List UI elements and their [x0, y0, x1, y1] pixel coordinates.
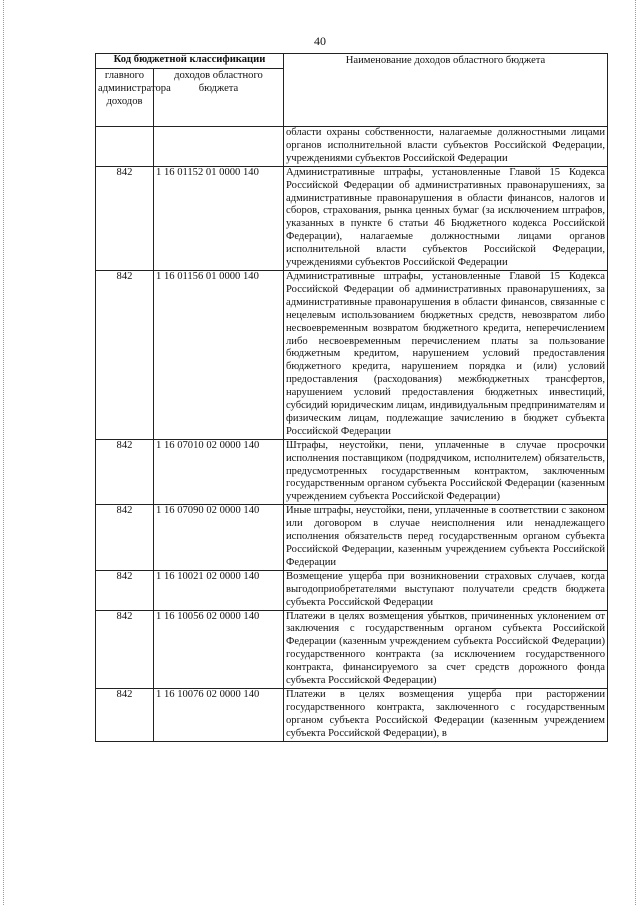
row-revenue-name: Административные штрафы, установленные Главой 15 Кодекса Российской Федерации об административных правонарушениях, за административные правонарушения в области финансов, связанные с нецелевым использованием бюджетных средств, невозвратом либо несвоевременным возвратом бюджетного кредита, неперечислением либо несвоевременным перечислением платы за пользование бюджетным кредитом, нарушением условий предоставления бюджетного кредита, нарушением порядка и (или) условий предоставления (расходования) межбюджетных трансфертов, нарушением условий предоставления бюджетных инвестиций, субсидий юридическим лицам, индивидуальным предпринимателям и физическим лицам, подлежащие зачислению в бюджет субъекта Российской Федерации — [284, 270, 608, 439]
row-admin-code: 842 — [96, 610, 154, 688]
row-admin-code: 842 — [96, 439, 154, 505]
row-revenue-name: Административные штрафы, установленные Главой 15 Кодекса Российской Федерации об административных правонарушениях, за административные правонарушения в области финансов, налогов и сборов, страхования, рынка ценных бумаг (за исключением штрафов, указанных в пункте 6 статьи 46 Бюджетного кодекса Российской Федерации), налагаемые должностными лицами органов исполнительной власти субъектов Российской Федерации, учреждениями субъектов Российской Федерации — [284, 166, 608, 270]
table-row — [96, 127, 608, 167]
row-admin-code: 842 — [96, 270, 154, 439]
row-revenue-code: 1 16 01156 01 0000 140 — [154, 270, 284, 439]
header-chief-administrator: главного администратора доходов — [96, 69, 154, 127]
table-row — [96, 166, 608, 270]
table-row — [96, 688, 608, 741]
table-header-row — [96, 54, 608, 69]
table-row — [96, 505, 608, 571]
table-row — [96, 439, 608, 505]
row-revenue-code: 1 16 10021 02 0000 140 — [154, 570, 284, 610]
row-revenue-name: Платежи в целях возмещения ущерба при расторжении государственного контракта, заключенного с государственным органом субъекта Российской Федерации (казенным учреждением субъекта Российской Федерации), в — [284, 688, 608, 741]
row-admin-code — [96, 127, 154, 167]
header-budget-classification-code: Код бюджетной классификации — [96, 54, 284, 69]
row-revenue-code: 1 16 10076 02 0000 140 — [154, 688, 284, 741]
row-revenue-name: Иные штрафы, неустойки, пени, уплаченные в соответствии с законом или договором в случае неисполнения или ненадлежащего исполнения обязательств перед государственным органом субъекта Российской Федерации, казенным учреждением субъекта Российской Федерации — [284, 505, 608, 571]
table-row — [96, 270, 608, 439]
page-number: 40 — [314, 34, 326, 48]
row-admin-code: 842 — [96, 166, 154, 270]
row-revenue-code: 1 16 01152 01 0000 140 — [154, 166, 284, 270]
table-row — [96, 610, 608, 688]
row-revenue-code — [154, 127, 284, 167]
budget-classification-table — [95, 53, 608, 742]
header-revenue-code: доходов областного бюджета — [154, 69, 284, 127]
scan-edge-right — [635, 0, 636, 905]
row-revenue-name: Платежи в целях возмещения убытков, причиненных уклонением от заключения с государственным органом субъекта Российской Федерации (казенным учреждением субъекта Российской Федерации) государственного контракта (за исключением государственного контракта, финансируемого за счет средств дорожного фонда субъекта Российской Федерации) — [284, 610, 608, 688]
row-revenue-name: Возмещение ущерба при возникновении страховых случаев, когда выгодоприобретателями выступают получатели средств бюджета субъекта Российской Федерации — [284, 570, 608, 610]
row-revenue-code: 1 16 07090 02 0000 140 — [154, 505, 284, 571]
row-admin-code: 842 — [96, 688, 154, 741]
header-revenue-name: Наименование доходов областного бюджета — [284, 54, 608, 127]
row-revenue-name: области охраны собственности, налагаемые должностными лицами органов исполнительной власти субъектов Российской Федерации, учреждениями субъектов Российской Федерации — [284, 127, 608, 167]
row-admin-code: 842 — [96, 570, 154, 610]
table-row — [96, 570, 608, 610]
row-revenue-name: Штрафы, неустойки, пени, уплаченные в случае просрочки исполнения поставщиком (подрядчиком, исполнителем) обязательств, предусмотренных государственным контрактом, заключенным государственным органом субъекта Российской Федерации (казенным учреждением субъекта Российской Федерации) — [284, 439, 608, 505]
row-revenue-code: 1 16 10056 02 0000 140 — [154, 610, 284, 688]
row-revenue-code: 1 16 07010 02 0000 140 — [154, 439, 284, 505]
row-admin-code: 842 — [96, 505, 154, 571]
scan-edge-left — [3, 0, 4, 905]
